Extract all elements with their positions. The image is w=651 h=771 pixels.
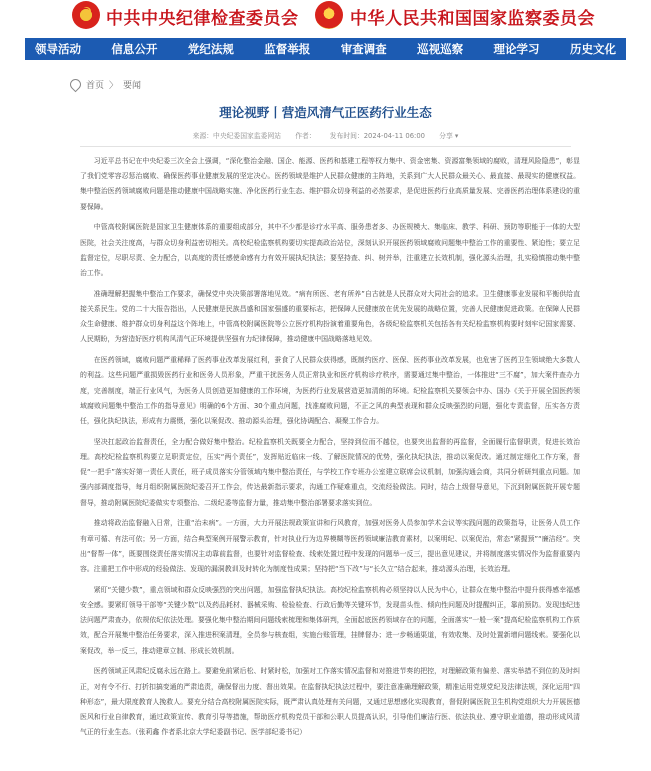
article-paragraph: 中管高校附属医院是国家卫生健康体系的重要组成部分，其中不少都是诊疗水平高、服务患者多、办医规模大、集临床、教学、科研、预防等职能于一体的大型医院，社会关注度高，与群众切身利益密切相关。高校纪检监察机构要切实提高政治站位，深刻认识开展医药领域腐败问题集中整治工作的重要性、紧迫性；要立足监督定位，尽职尽责、全力配合，以高度的责任感使命感有力有效开展执纪执法；要坚持查、纠、树并举，注重建立长效机制，强化源头治理，扎实稳慎推动集中整治工作。 [80,223,580,278]
article-date: 发布时间：2024-04-11 06:00 [329,132,425,140]
breadcrumb [70,78,141,91]
article-paragraph: 医药领域正风肃纪反腐永远在路上。要避免前紧后松、时紧时松，加强对工作落实情况监督和对推进节奏的把控，对理解政策有偏差、落实举措不到位的及时纠正，对有令不行、打折扣搞变通的严肃追责，确保督出力度、督出效果。在监督执纪执法过程中，要注意准确理解政策，精准运用党规党纪及法律法规，深化运用“四种形态”，最大限度教育人挽救人。要充分结合高校附属医院实际，既严肃认真处理有关问题，又通过思想感化实现教育，督促附属医院卫生机构党组织大力开展医德医风和行业自律教育，通过政策宣传、教育引导等措施，帮助医疗机构党员干部和公职人员提高认识，引导他们廉洁行医、依法执业、遵守职业道德，推动形成风清气正的行业生态。（张莉鑫 作者系北京大学纪委副书记、医学部纪委书记） [80,667,580,737]
site-header [0,0,651,38]
breadcrumb-home[interactable]: 首页 [86,81,105,91]
nav-history[interactable]: 历史文化 [569,42,616,56]
national-supervisory-commission-title[interactable]: 中华人民共和国国家监察委员会 [350,9,595,29]
nav-leadership[interactable]: 领导活动 [35,42,81,56]
location-pin-icon [68,77,84,93]
article-paragraph: 推动将政治监督融入日常，注重“治未病”。一方面，大力开展法规政策宣讲和行风教育，加强对医务人员参加学术会议等实践问题的政策指导，让医务人员工作有章可循、有法可依；另一方面，结合典型案例开展警示教育，针对执业行为边界模糊等医药领域廉洁教育素材，以案明纪、以案促治，常态“紧握预”“廉洁经”。突出“督帮一体”，既要围绕责任落实情况主动靠前监督，也要针对监督检查、线索处置过程中发现的问题举一反三，提出意见建议，并将制度落实情况作为监督重要内容。注重把工作中形成的经验做法、发现的漏洞教训及时转化为制度性成果；坚持把“当下改”与“长久立”结合起来，推动源头治理，长效治理。 [80,519,580,574]
nav-report[interactable]: 监督举报 [264,42,311,56]
article-paragraph: 准确理解把握集中整治工作要求，确保党中央决策部署落地见效。“病有所医、老有所养”自古就是人民群众对大同社会的追求。卫生健康事业发展和平衡供给直接关系民生。党的二十大报告指出，人民健康是民族昌盛和国家强盛的重要标志，把保障人民健康放在优先发展的战略位置，完善人民健康促进政策。在保障人民群众生命健康、维护群众切身利益这个阵地上，中管高校附属医院等公立医疗机构扮演着重要角色，各级纪检监察机关包括各有关纪检监察机构要时刻牢记国家需要、人民期盼，为营造好医疗机构风清气正环境提供坚强有力纪律保障，推动健康中国战略落地见效。 [80,289,580,344]
title-divider [80,146,571,147]
article-meta [0,130,651,140]
nav-regulations[interactable]: 党纪法规 [187,42,234,56]
article-paragraph: 习近平总书记在中央纪委三次全会上强调，“深化整治金融、国企、能源、医药和基建工程等权力集中、资金密集、资源富集领域的腐败，清理风险隐患”，彰显了我们党零容忍惩治腐败、确保医药事业健康发展的坚定决心。医药领域是维护人民群众健康的主阵地，关系到广大人民群众最关心、最直接、最现实的健康权益。集中整治医药领域腐败问题是推动健康中国战略实施、净化医药行业生态、维护群众切身利益的必然要求，是促进医药行业高质量发展、完善医药治理体系建设的重要保障。 [80,157,580,211]
article-title: 理论视野丨营造风清气正医药行业生态 [219,105,432,120]
article-paragraph: 坚决扛起政治监督责任，全力配合做好集中整治。纪检监察机关既要全力配合，坚持到位而不越位，也要突出监督的再监督，全面履行监督职责，促进长效治理。高校纪检监察机构要立足职责定位，压实“两个责任”，发挥贴近临床一线、了解医院情况的优势，强化执纪执法，推动以案促改。通过制定细化工作方案，督促“一把手”落实好第一责任人责任，班子成员落实分管领域内集中整治责任，与学校工作专班办公室建立联席会议机制，加强沟通会商，共同分析研判重点问题。加强内部调度指导，每月组织附属医院纪委召开工作会，传达最新指示要求，沟通工作疑难重点，交流经验做法。同时，结合上级督导意见，下沉到附属医院开展专题督导，推动附属医院纪委做实专项整治、二级纪委等监督力量，推动集中整治部署要求落实到位。 [80,437,580,507]
nav-theory[interactable]: 理论学习 [493,42,540,56]
nav-info-disclosure[interactable]: 信息公开 [111,42,158,56]
national-emblem-icon [315,1,343,29]
nav-inspection[interactable]: 巡视巡察 [417,42,464,56]
article-source: 来源：中央纪委国家监委网站 [192,132,282,140]
share-button[interactable]: 分享 ▾ [439,132,459,140]
breadcrumb-section[interactable]: 要闻 [123,81,142,91]
breadcrumb-separator: 〉 [109,81,119,91]
party-emblem-icon [72,1,100,29]
nav-investigation[interactable]: 审查调查 [340,42,387,56]
article-paragraph: 紧盯“关键少数”，重点领域和群众反映强烈的突出问题，加强监督执纪执法。高校纪检监察机构必须坚持以人民为中心，让群众在集中整治中提升获得感幸福感安全感。要紧盯领导干部等“关键少数”以及药品耗材、器械采购、检验检查、行政后勤等关键环节，发现苗头性、倾向性问题及时提醒纠正，靠前预防。发现违纪违法问题严肃查办，依规依纪依法处理。要强化集中整治期间问题线索梳理和集体研判，全面起底医药领域存在的问题，全面落实“一般一案”提高纪检监察机构工作质效，配合开展集中整治任务要求，深入推进积案清理，全员参与核查组，实施台账管理，挂牌督办；进一步畅通渠道，有效收集、及时处置新增问题线索。要强化以案促改，举一反三，推动建章立制、形成长效机制。 [80,585,580,655]
main-nav [25,38,626,60]
article-paragraph: 在医药领域，腐败问题严重稀释了医药事业改革发展红利，蚕食了人民群众获得感，既制约医疗、医保、医药事业改革发展，也危害了医药卫生领域绝大多数人的利益。这些问题严重损毁医药行业和医务人员形象，严重干扰医务人员正常执业和医疗机构诊疗秩序，需要通过集中整治，一体推进“三不腐”，加大案件查办力度，完善制度，端正行业风气，为医务人员创造更加健康的工作环境，为医药行业发展营造更加清朗的环境。纪检监察机关要领会中办、国办《关于开展全国医药领域腐败问题集中整治工作的指导意见》明确的6个方面、30个重点问题，找准腐败问题，不正之风的典型表现和群众反映强烈的问题，强化专责监督，压实各方责任，强化执纪执法，形成有力震慑，强化以案促改、推动源头治理，强化协调配合、凝聚工作合力。 [80,356,580,426]
article-author: 作者： [295,132,316,140]
cpc-discipline-commission-title[interactable]: 中共中央纪律检查委员会 [106,9,299,29]
article-body [80,154,580,746]
